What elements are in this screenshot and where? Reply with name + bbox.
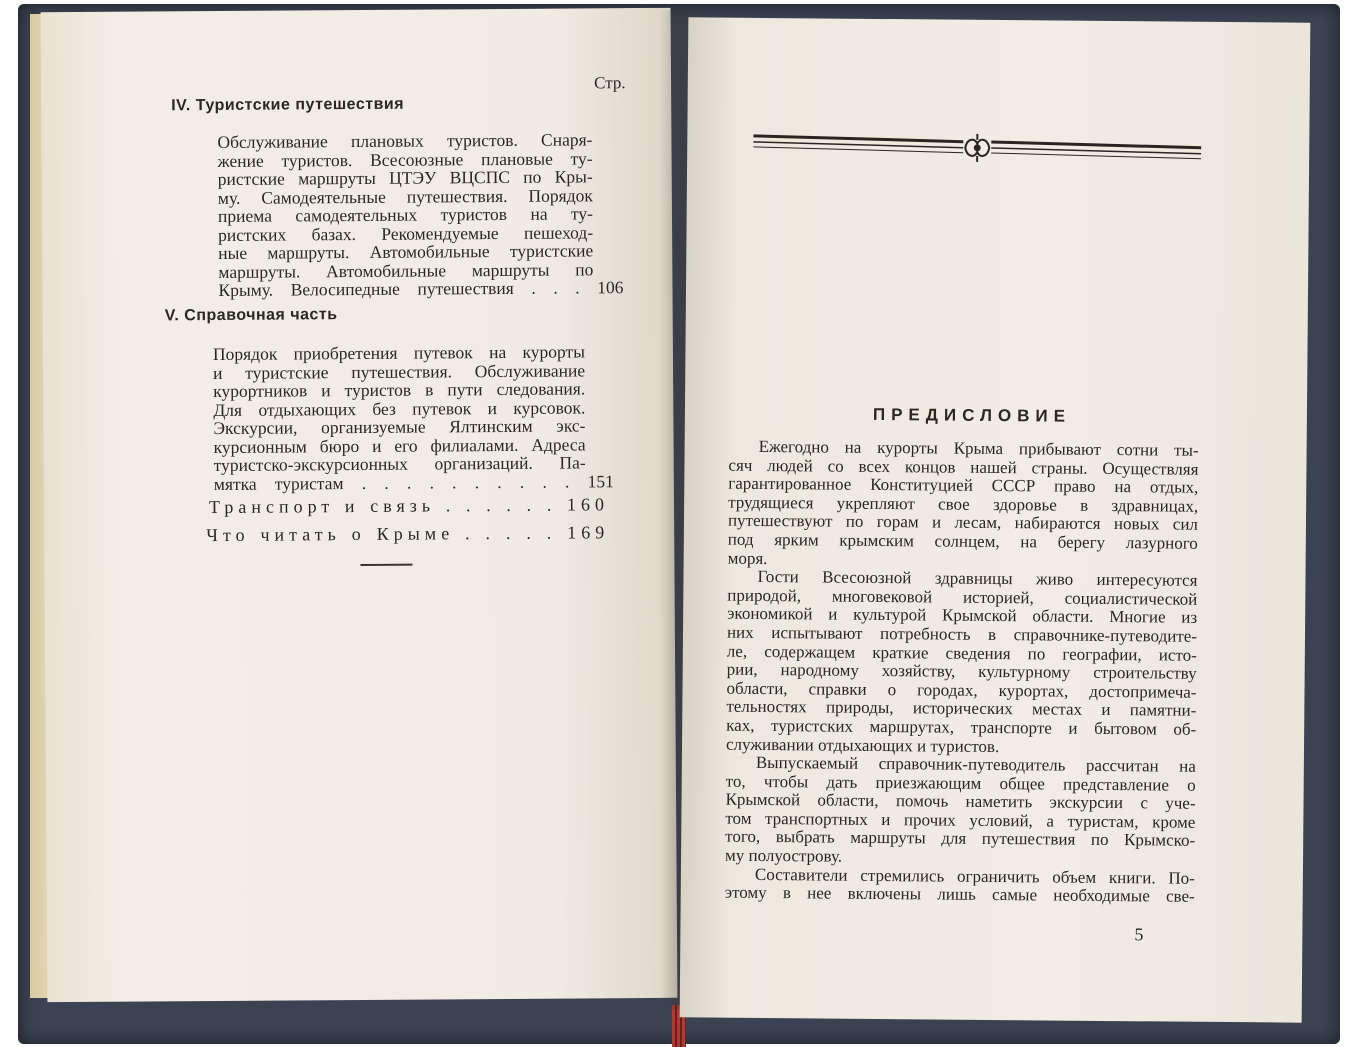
page-number: 5	[1134, 924, 1144, 945]
toc-entry-reading: Что читать о Крыме . . . . . 169	[206, 522, 610, 546]
section-heading-iv: IV. Туристские путешествия	[171, 95, 405, 115]
text-line: Порядок приобретения путевок на курорты	[212, 341, 586, 365]
text-line: гарантированное Конституцией СССР право на отдых,	[728, 473, 1199, 497]
text-line: и туристские путешествия. Обслуживание	[213, 359, 586, 383]
text-line: Выпускаемый справочник-путеводитель рассчитан на	[755, 753, 1196, 776]
right-page	[680, 17, 1311, 1022]
text-line: му. Самодеятельные путешествия. Порядок	[217, 184, 593, 208]
text-line: ристских базах. Рекомендуемые пешеход-	[218, 221, 594, 245]
text-line: них испытывают потребность в справочнике-путеводите-	[726, 622, 1198, 646]
text-line: ках, туристских маршрутах, транспорте и бытовом об-	[726, 715, 1197, 739]
text-line: путешествуют по горам и лесам, набираются новых сил	[727, 511, 1199, 535]
text-line: Для отдыхающих без путевок и курсовок.	[213, 396, 586, 420]
preface-body	[725, 438, 1199, 907]
toc-line-151: мятка туристам . . . . . . . . . . 151	[213, 470, 614, 494]
text-line: области, справки о городах, курортах, достопримеча-	[726, 678, 1197, 702]
text-line: трудящиеся укрепляют свое здоровье в здравницах,	[728, 492, 1199, 516]
text-line: му полуострову.	[724, 845, 843, 866]
section-divider	[360, 564, 412, 566]
ornament-divider	[753, 126, 1201, 172]
text-line: том транспортных и прочих условий, а туристам, кроме	[725, 808, 1196, 832]
text-line: тельностях природы, исторических местах и памятни-	[726, 696, 1197, 721]
text-line: Экскурсии, организуемые Ялтинским экс-	[213, 415, 586, 439]
section-iv-body	[217, 129, 624, 300]
text-line: жение туристов. Всесоюзные плановые ту-	[217, 147, 593, 171]
text-line: Обслуживание плановых туристов. Снаря-	[217, 129, 593, 152]
text-line: Гости Всесоюзной здравницы живо интересуются	[757, 567, 1198, 590]
left-page	[41, 8, 678, 1002]
text-line: природой, многовековой историей, социалистической	[727, 585, 1198, 609]
page-column-label: Стр.	[593, 73, 626, 93]
section-heading-v: V. Справочная часть	[164, 306, 338, 325]
toc-entry-transport: Транспорт и связь . . . . . . 160	[208, 494, 610, 518]
text-line: Крымской области, помочь наметить экскурсии с уче-	[725, 789, 1196, 814]
text-line: Составители стремились ограничить объем книги. По-	[754, 864, 1195, 888]
text-line: приема самодеятельных туристов на ту-	[217, 203, 594, 226]
preface-heading: ПРЕДИСЛОВИЕ	[872, 404, 1072, 426]
text-line: ле, содержащем краткие сведения по географии, исто-	[726, 641, 1197, 665]
toc-line-106: Крыму. Велосипедные путешествия . . . 106	[218, 277, 624, 300]
text-line: моря.	[727, 548, 768, 568]
text-line: рии, народному хозяйству, культурному строительству	[726, 659, 1197, 683]
text-line: то, чтобы дать приезжающим общее представление о	[725, 771, 1196, 795]
text-line: под ярким крымским солнцем, на берегу лазурного	[727, 529, 1198, 553]
text-line: экономикой и культурой Крымской области. Многие из	[727, 604, 1198, 628]
text-line: ристские маршруты ЦТЭУ ВЦСПС по Кры-	[217, 166, 593, 189]
text-line: ные маршруты. Автомобильные туристские	[218, 240, 594, 263]
section-v-body	[212, 341, 614, 494]
text-line: маршруты. Автомобильные маршруты по	[218, 258, 594, 282]
text-line: курсионным бюро и его филиалами. Адреса	[213, 433, 586, 457]
text-line: Ежегодно на курорты Крыма прибывают сотни ты-	[758, 436, 1199, 460]
text-line: сяч людей со всех концов нашей страны. Осуществляя	[728, 455, 1199, 479]
text-line: этому в нее включены лишь самые необходимые све-	[724, 882, 1195, 907]
text-line: служивании отдыхающих и туристов.	[725, 734, 1000, 756]
text-line: туристско-экскурсионных организаций. Па-	[213, 452, 586, 476]
text-line: курортников и туристов в пути следования.	[213, 378, 586, 402]
text-line: того, выбрать маршруты для путешествия по Крымско-	[725, 827, 1196, 851]
